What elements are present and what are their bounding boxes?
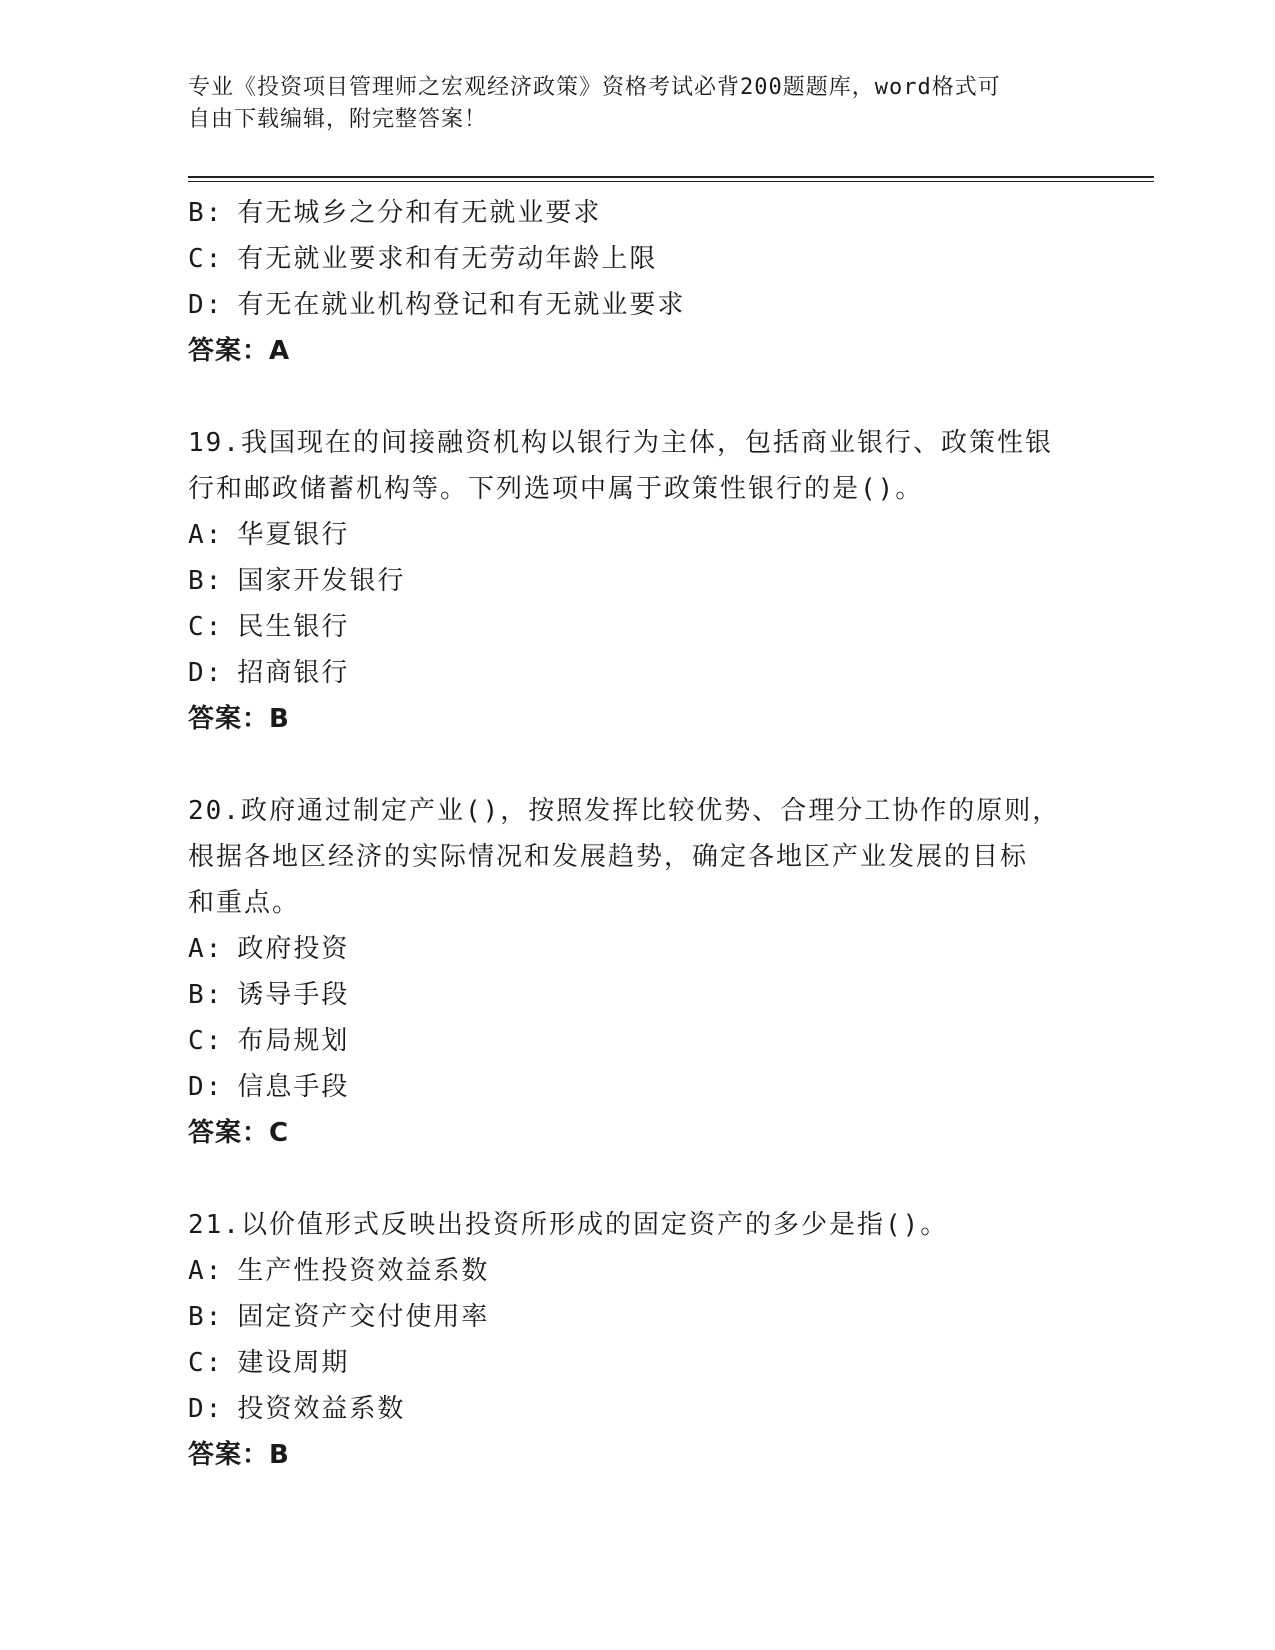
option-text: 政府投资 — [237, 934, 350, 964]
header-divider-thick — [188, 176, 1154, 178]
header-title-line-2: 自由下载编辑，附完整答案！ — [188, 107, 488, 132]
spacer — [188, 1156, 1088, 1202]
option-letter: C: — [188, 1026, 224, 1056]
option-letter: D: — [188, 290, 224, 320]
header-title-line-1: 专业《投资项目管理师之宏观经济政策》资格考试必背200题题库，word格式可 — [188, 75, 1001, 100]
option-b — [188, 190, 1088, 236]
question-block-21 — [188, 1202, 1088, 1478]
option-letter: A: — [188, 1256, 224, 1286]
question-list — [188, 190, 1088, 1478]
option-c — [188, 1340, 1088, 1386]
option-text: 投资效益系数 — [237, 1394, 406, 1424]
option-letter: A: — [188, 934, 224, 964]
question-block-19 — [188, 420, 1088, 742]
question-block-20 — [188, 788, 1088, 1156]
option-letter: B: — [188, 566, 224, 596]
option-text: 国家开发银行 — [237, 566, 406, 596]
option-text: 固定资产交付使用率 — [237, 1302, 490, 1332]
option-text: 有无城乡之分和有无就业要求 — [237, 198, 602, 228]
option-text: 招商银行 — [237, 658, 350, 688]
option-text: 有无就业要求和有无劳动年龄上限 — [237, 244, 658, 274]
option-letter: B: — [188, 980, 224, 1010]
option-b — [188, 972, 1088, 1018]
option-text: 建设周期 — [237, 1348, 350, 1378]
option-letter: C: — [188, 612, 224, 642]
option-text: 有无在就业机构登记和有无就业要求 — [237, 290, 686, 320]
question-stem-line: 19.我国现在的间接融资机构以银行为主体，包括商业银行、政策性银 — [188, 428, 1053, 458]
option-text: 生产性投资效益系数 — [237, 1256, 490, 1286]
option-c — [188, 1018, 1088, 1064]
question-stem-line: 21.以价值形式反映出投资所形成的固定资产的多少是指()。 — [188, 1210, 949, 1240]
answer-line: 答案：B — [188, 704, 290, 734]
answer-line: 答案：C — [188, 1118, 290, 1148]
option-letter: D: — [188, 1072, 224, 1102]
option-letter: C: — [188, 244, 224, 274]
option-d — [188, 1386, 1088, 1432]
option-text: 诱导手段 — [237, 980, 350, 1010]
answer-line: 答案：A — [188, 336, 291, 366]
option-letter: C: — [188, 1348, 224, 1378]
spacer — [188, 742, 1088, 788]
option-c — [188, 236, 1088, 282]
option-a — [188, 1248, 1088, 1294]
option-text: 华夏银行 — [237, 520, 350, 550]
option-a — [188, 512, 1088, 558]
header-divider-thin — [188, 181, 1154, 182]
option-letter: D: — [188, 1394, 224, 1424]
option-text: 信息手段 — [237, 1072, 350, 1102]
option-d — [188, 650, 1088, 696]
spacer — [188, 374, 1088, 420]
document-header — [188, 72, 1068, 136]
answer-line: 答案：B — [188, 1440, 290, 1470]
option-text: 民生银行 — [237, 612, 350, 642]
option-letter: B: — [188, 1302, 224, 1332]
option-letter: D: — [188, 658, 224, 688]
question-stem-line: 20.政府通过制定产业()，按照发挥比较优势、合理分工协作的原则， — [188, 796, 1061, 826]
option-b — [188, 558, 1088, 604]
question-stem-line: 和重点。 — [188, 888, 301, 918]
question-block-partial — [188, 190, 1088, 374]
option-a — [188, 926, 1088, 972]
question-stem-line: 根据各地区经济的实际情况和发展趋势，确定各地区产业发展的目标 — [188, 842, 1029, 872]
question-stem-line: 行和邮政储蓄机构等。下列选项中属于政策性银行的是()。 — [188, 474, 924, 504]
option-b — [188, 1294, 1088, 1340]
option-d — [188, 1064, 1088, 1110]
option-letter: A: — [188, 520, 224, 550]
option-letter: B: — [188, 198, 224, 228]
option-c — [188, 604, 1088, 650]
option-text: 布局规划 — [237, 1026, 350, 1056]
option-d — [188, 282, 1088, 328]
